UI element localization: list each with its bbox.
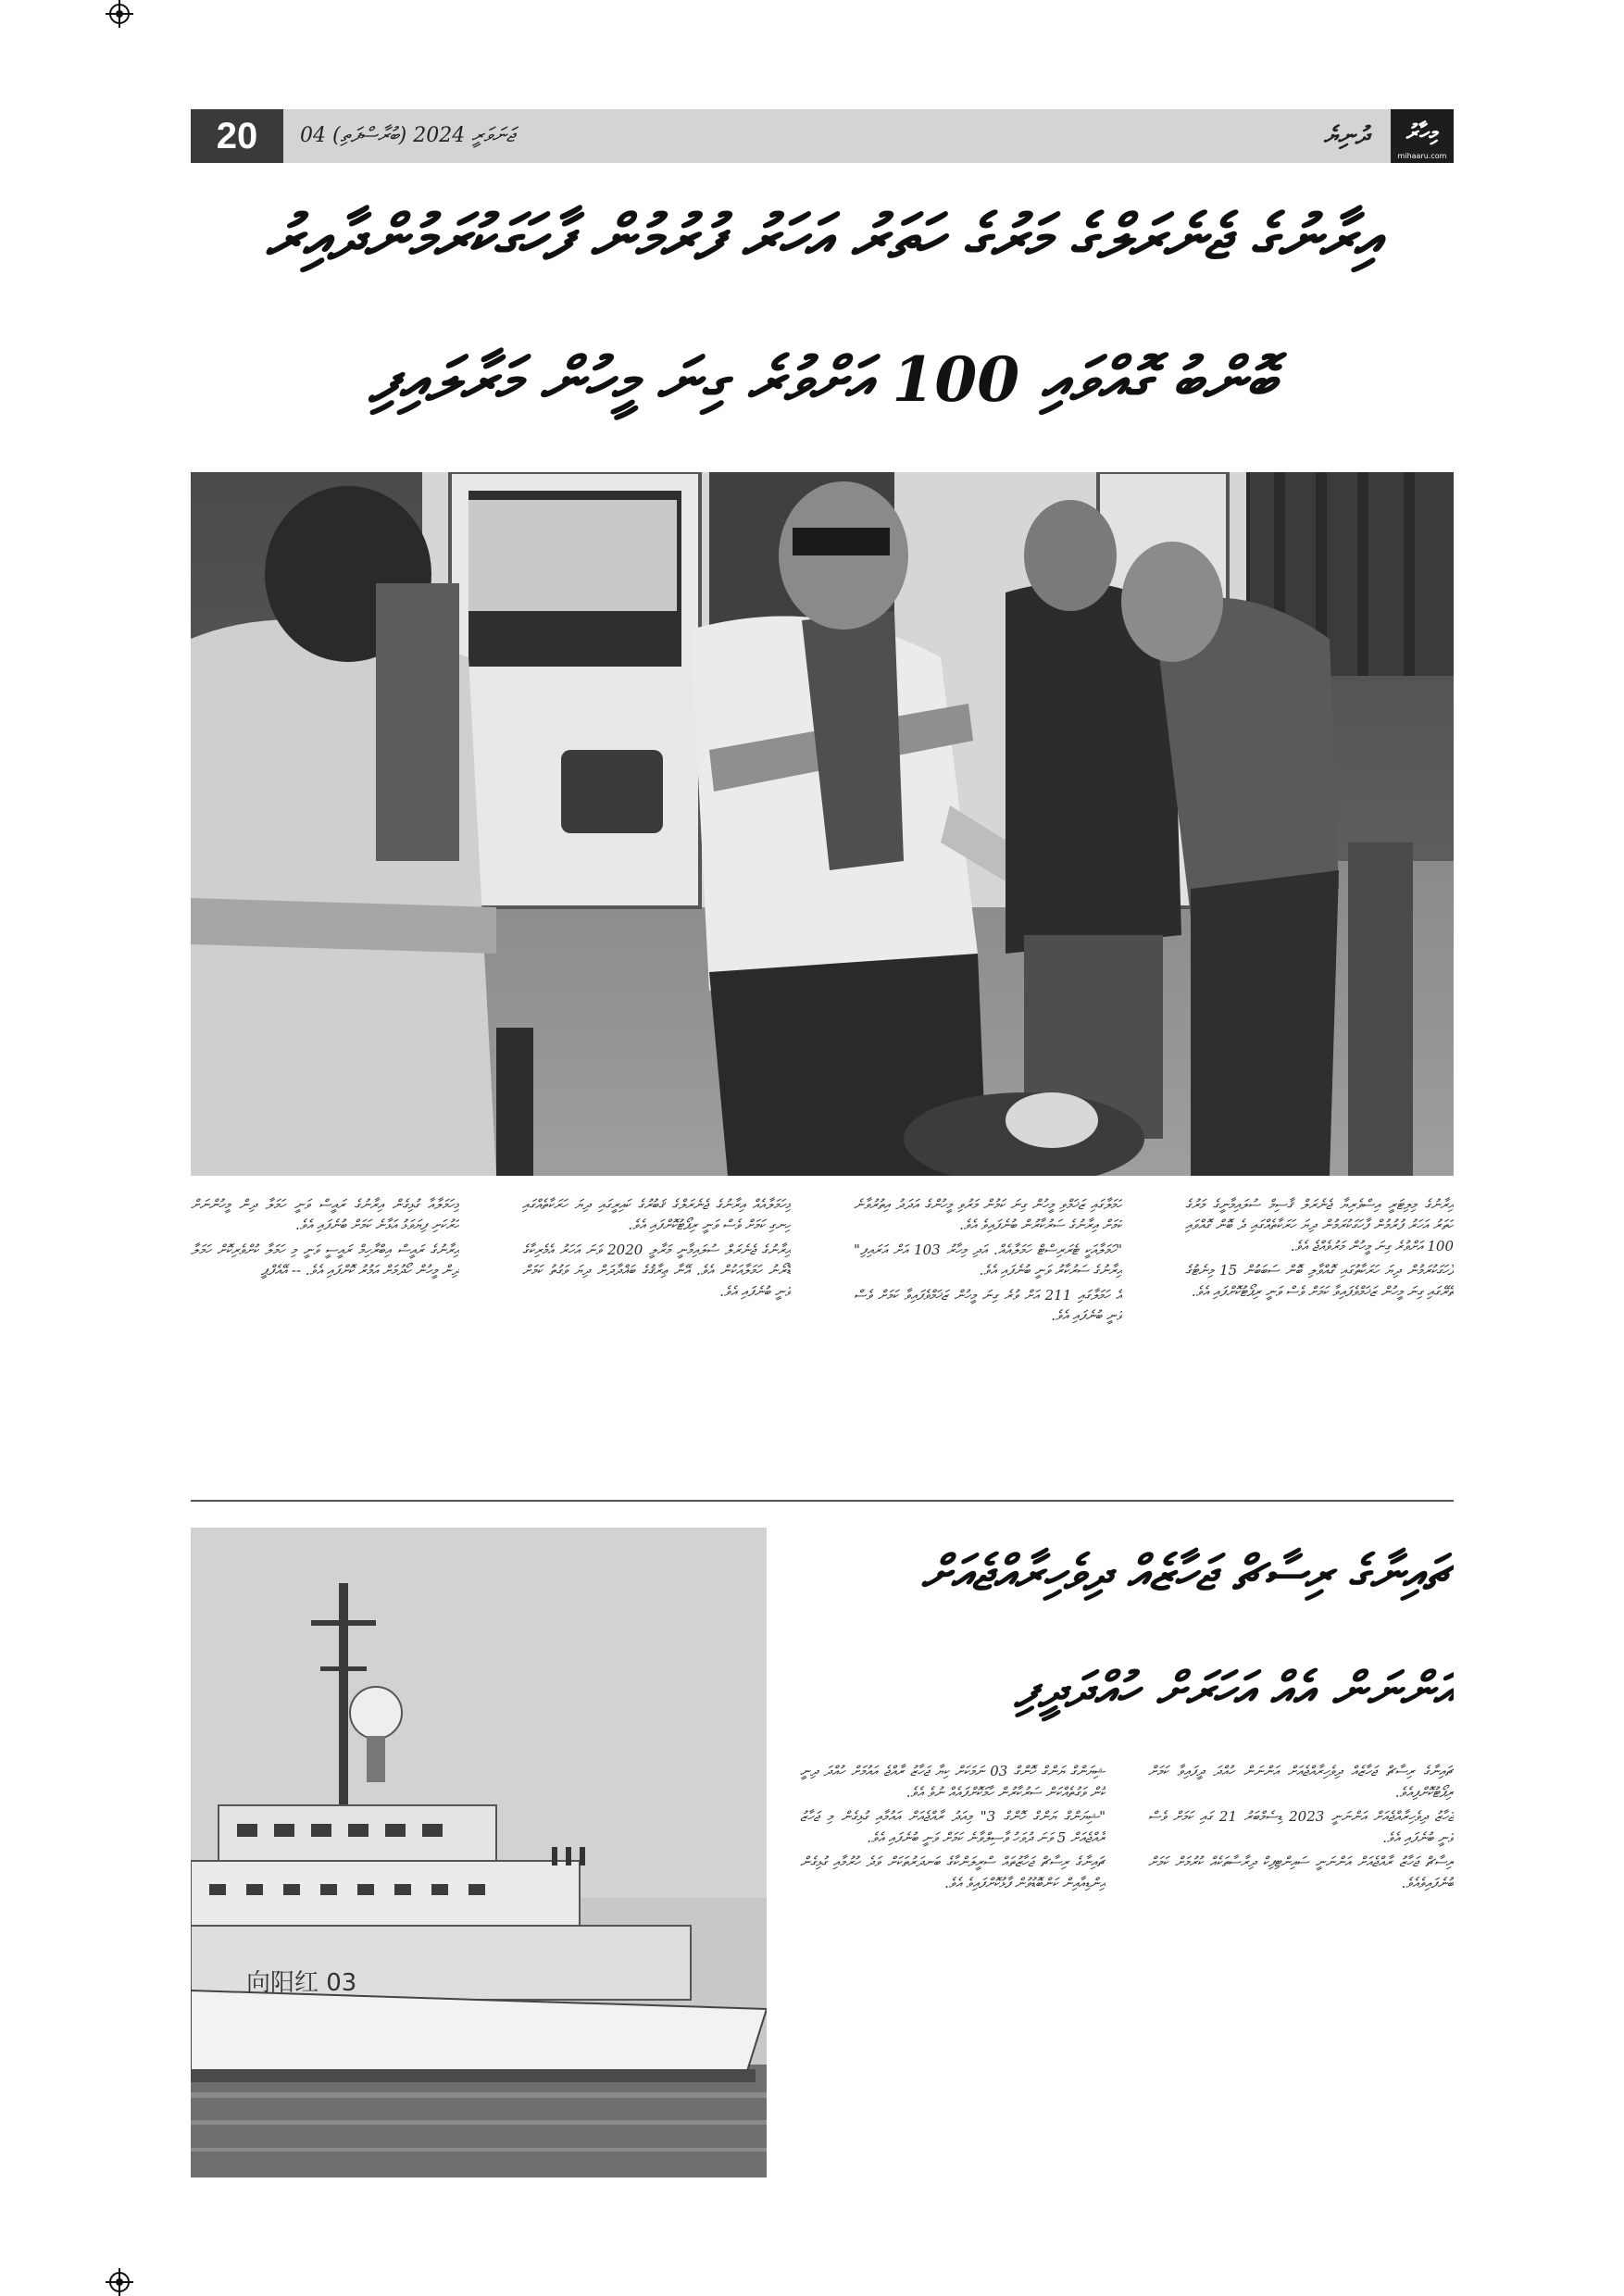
paragraph: ޝިޔަންގް ޔަންގް ހޮންގް 03 ނަމަކަށް ކިޔާ ޖަހާޒު ރާއްޖެ އައުމަށް ހުއްދަ ދިނީ ކޮން ވަގުތެއްކަން ސަރުކާރުން ހާމަކޮށްފައެއް ނުވެ އެވެ. (800, 1763, 1106, 1801)
paragraph: ޖަހާޒު ދިވެހިރާއްޖެއަށް އަންނަނީ 2023 ޑިސެމްބަރު 21 ގައި ކަމަށް ވެސް ވަނީ ބުނެފައި އެވެ. (1148, 1808, 1454, 1846)
paragraph: ޗައިނާގެ ރިސާޗް ޖަހާޒުތައް ސްރީލަންކާގެ ބަނދަރުތަކަށް ވަދެ ހުރުމާއި ގުޅިގެން އިންޑިއާއިން ކަންބޮޑުވުން ފާޅުކޮށްފައިވެ އެވެ. (800, 1853, 1106, 1891)
section-title: ދުނިޔެ (1323, 122, 1368, 150)
issue-date: 04 ޖަނަވަރީ 2024 (ބުރާސްފަތި) (300, 124, 515, 147)
registration-mark-top-left (109, 4, 130, 24)
logo-subtext: mihaaru.com (1397, 152, 1447, 160)
article1-column-2 (854, 1194, 1122, 1472)
logo-text: މިހާރު (1405, 119, 1439, 145)
page-header (191, 109, 1454, 163)
article1-column-3 (522, 1194, 791, 1472)
paragraph: ޗައިނާގެ ރިސާޗް ޖަހާޒެއް ދިވެހިރާއްޖެއަށް އަންނަން ހުއްދަ ދީފައިވާ ކަމަށް ރިޕޯޓުކޮށްފިއެވެ. (1148, 1763, 1454, 1801)
article-divider (191, 1500, 1454, 1502)
paragraph: އިރާނުގެ މިލިޓަރީ އިސްވެރިޔާ ޖެނެރަލް ޤާސިމް ސުލައިމާނީގެ މަރުގެ ހަތަރު އަހަރު ފުރުމުން ފާހަގަކުރަމުން ދިޔަ ހަރަކާތެއްގައި ދެ ބޮން ގޮއްވައި 100 އަށްވުރެ ގިނަ މީހުން މަރުވެއްޖެ އެވެ. (1185, 1196, 1454, 1254)
ship-illustration (191, 1528, 767, 2177)
article1-photo-illustration (191, 472, 1454, 1176)
article2-headline-line2: އަންނަން އެއް އަހަރަށް ހުއްދަދީފި (1014, 1662, 1454, 1718)
paragraph: މިހަމަލާއެއް އިރާނުގެ ޖެނެރަލްގެ ޤަބުރުގެ ކައިރީގައި ދިޔަ ހަރަކާތެއްގައި ހިނގި ކަމަށް ވެސް ވަނީ ރިޕޯޓުކޮށްފައި އެވެ. (522, 1196, 791, 1234)
article1-column-1 (1185, 1194, 1454, 1472)
article2-headline-line1: ޗައިނާގެ ރިސާޗް ޖަހާޒެއް ދިވެހިރާއްޖެއަށް (920, 1545, 1454, 1602)
paragraph: އިރާނުގެ ރައީސް އިބްރާހިމް ރައީސީ ވަނީ މި ހަމަލާ ކުށްވެރިކޮށް ހަމަލާ ދިން މީހުން ހޯދުމަށް އަމުރު ކޮށްފައި އެވެ. -- އޭއެފްޕީ (191, 1241, 459, 1279)
paragraph: އިރާނުގެ ޖެނެރަލް ސުލައިމާނީ މަރާލީ 2020 ވަނަ އަހަރު އެމެރިކާގެ ޑްރޯނު ހަމަލާއަކުން އެވެ. އޭނާ ޢިރާޤުގެ ބަޣްދާދަށް ދިޔަ ވަގުތު ކަމަށް ވަނީ ބުނެފައި އެވެ. (522, 1241, 791, 1300)
article2-column-2 (800, 1761, 1106, 2150)
article1-column-4 (191, 1194, 459, 1472)
article2-photo (191, 1528, 767, 2177)
paragraph: ފާހަގަކުރަމުން ދިޔަ ހަރަކާތުގައި ގޮއްވާލި ބޮން ސަބަބުން 15 މިނެޓުގެ ތެރޭގައި ގިނަ މީހުން ޒަޚަމްވެފައިވާ ކަމަށް ވެސް ވަނީ ރިޕޯޓުކޮށްފައި އެވެ. (1185, 1262, 1454, 1300)
paragraph: "ޝިޔަންގް ޔަންގް ހޮންގް 3" މިއަދު ރާއްޖެއަށް އައުމާއި ގުޅިގެން މި ޖަހާޒު ރާއްޖެއަށް 5 ވަނަ ދުވަހު ވާސިލްވާނެ ކަމަށް ވަނީ ބުނެފައި އެވެ. (800, 1808, 1106, 1846)
paragraph: ރިސާޗް ޖަހާޒު ރާއްޖެއަށް އަންނަނީ ސައިންޓިފިކް ދިރާސާތަކެއް ކުރުމަށް ކަމަށް ބުނެފައިވެއެވެ. (1148, 1853, 1454, 1891)
article1-body (191, 1194, 1454, 1472)
article1-headline-line2: ބޮންބު ގޮއްވައި 100 އަށްވުރެ ގިނަ މީހުން މަރާލައިފި (369, 343, 1276, 416)
paragraph: ހަމަލާގައި ޒަޚަމްވި މީހުން ގިނަ ކަމުން މަރުވި މީހުންގެ އަދަދު އިތުރުވާނެ ކަމަށް އިރާނުގެ ސަރުކާރުން ބުނެފައިވެ އެވެ. (854, 1196, 1122, 1234)
newspaper-logo (1391, 109, 1454, 163)
registration-mark-bottom-left (109, 2272, 130, 2292)
paragraph: އެ ހަމަލާގައި 211 އަށް ވުރެ ގިނަ މީހުން ޒަޚަމްވެފައިވާ ކަމަށް ވެސް ވަނީ ބުނެފައި އެވެ. (854, 1286, 1122, 1325)
page-number: 20 (191, 109, 283, 163)
paragraph: މިހަމަލާއާ ގުޅިގެން އިރާނުގެ ރައީސް ވަނީ ހަމަލާ ދިން މީހުންނަށް ހަރުކަށި ފިޔަވަޅު އަޅާނެ ކަމަށް ބުނެފައި އެވެ. (191, 1196, 459, 1234)
article2-column-1 (1148, 1761, 1454, 2150)
ship-name-label: 向阳红 03 (246, 1969, 357, 1997)
article1-photo (191, 472, 1454, 1176)
paragraph: "ހަމަލާއަކީ ޓެރަރިސްޓް ހަމަލާއެއް. އަދި މިހާރު 103 އަށް އަރައިފި" އިރާނުގެ ސަރުކާރު ވަނީ ބުނެފައި އެވެ. (854, 1241, 1122, 1279)
article1-headline-line1: އިރާނުގެ ޖެނެރަލްގެ މަރުގެ ހަތަރު އަހަރު ފުރުމުން ފާހަގަކުރަމުންދާއިރު (265, 201, 1380, 273)
